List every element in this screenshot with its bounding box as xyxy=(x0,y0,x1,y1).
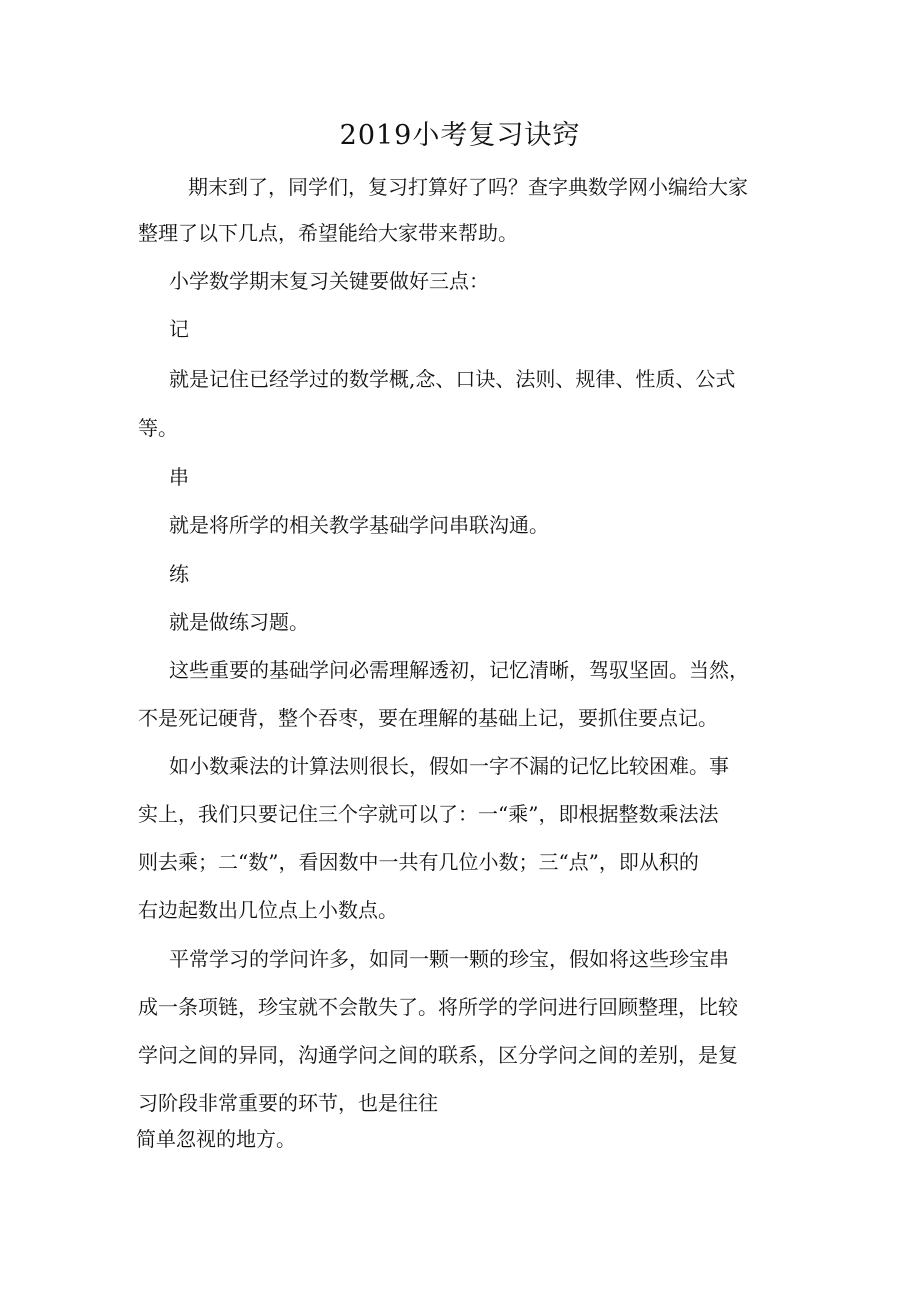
paragraph-line: 小学数学期末复习关键要做好三点： xyxy=(169,269,489,293)
paragraph-line: 期末到了，同学们，复习打算好了吗？查字典数学网小编给大家 xyxy=(188,175,748,199)
section-heading: 串 xyxy=(169,465,189,489)
paragraph-line: 等。 xyxy=(138,416,178,440)
paragraph-line: 就是记住已经学过的数学概,念、口诀、法则、规律、性质、公式 xyxy=(169,367,736,391)
document-title: 2019小考复习诀窍 xyxy=(339,120,581,151)
paragraph-line: 就是将所学的相关教学基础学问串联沟通。 xyxy=(169,513,549,537)
paragraph-line: 就是做练习题。 xyxy=(169,610,309,634)
paragraph-line: 简单忽视的地方。 xyxy=(136,1127,296,1151)
section-heading: 练 xyxy=(169,562,189,586)
paragraph-line: 则去乘；二“数”，看因数中一共有几位小数；三“点”，即从积的 xyxy=(138,850,699,874)
paragraph-line: 右边起数出几位点上小数点。 xyxy=(138,898,398,922)
paragraph-line: 整理了以下几点，希望能给大家带来帮助。 xyxy=(138,221,518,245)
section-heading: 记 xyxy=(169,317,189,341)
paragraph-line: 实上，我们只要记住三个字就可以了：一“乘”，即根据整数乘法法 xyxy=(138,802,719,826)
paragraph-line: 如小数乘法的计算法则很长，假如一字不漏的记忆比较困难。事 xyxy=(169,754,729,778)
paragraph-line: 成一条项链，珍宝就不会散失了。将所学的学问进行回顾整理，比较 xyxy=(138,995,738,1019)
paragraph-line: 平常学习的学问许多，如同一颗一颗的珍宝，假如将这些珍宝串 xyxy=(169,947,729,971)
paragraph-line: 不是死记硬背，整个吞枣，要在理解的基础上记，要抓住要点记。 xyxy=(138,706,718,730)
paragraph-line: 学问之间的异同，沟通学问之间的联系，区分学问之间的差别，是复 xyxy=(138,1043,738,1067)
paragraph-line: 这些重要的基础学问必需理解透初，记忆清晰，驾驭坚固。当然， xyxy=(169,658,749,682)
paragraph-line: 习阶段非常重要的环节，也是往往 xyxy=(138,1091,438,1115)
